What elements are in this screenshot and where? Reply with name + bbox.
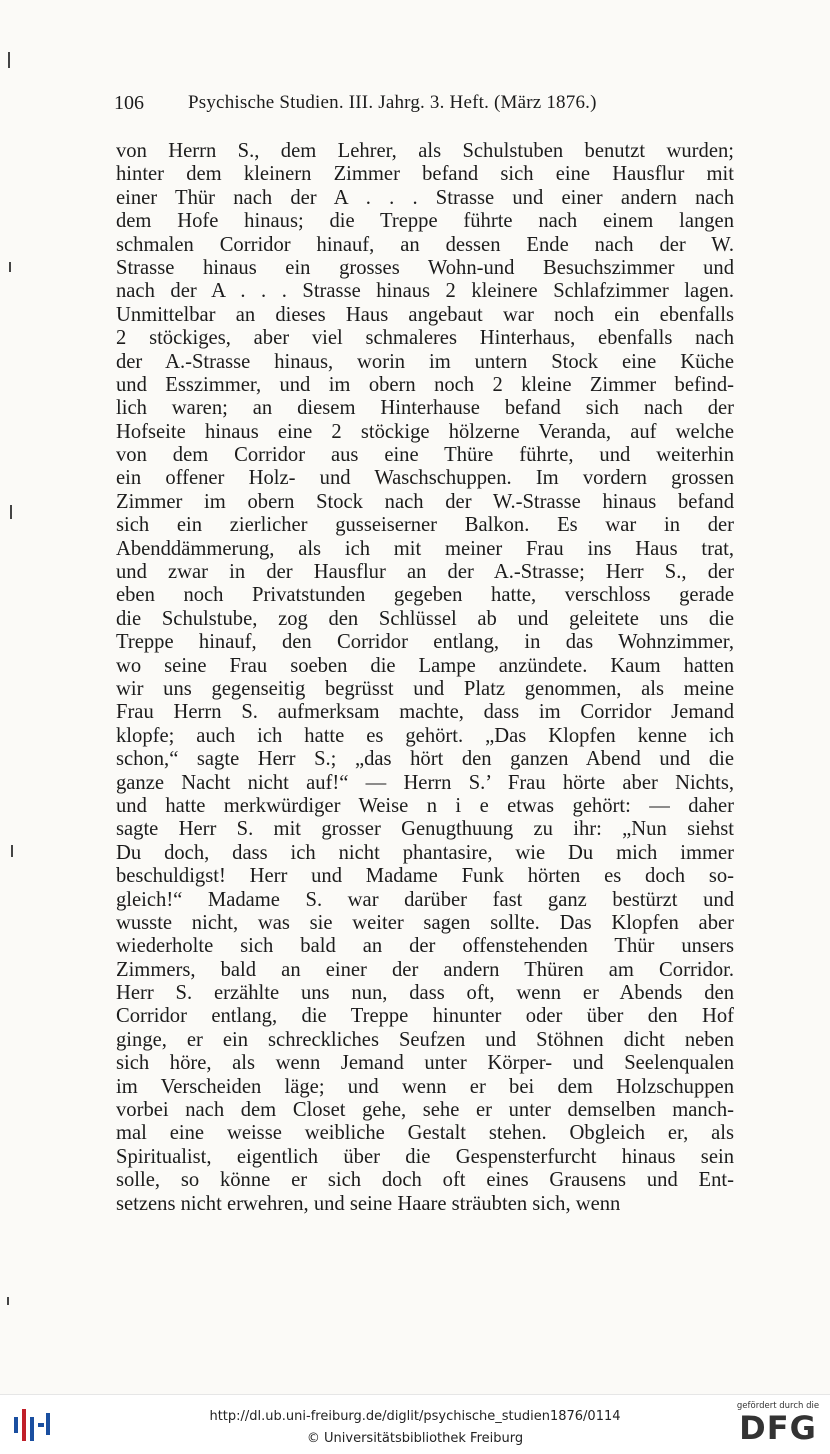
text-line: von Herrn S., dem Lehrer, als Schulstuben benutzt wurden; [116,140,734,162]
text-line: ein offener Holz- und Waschschuppen. Im vordern grossen [116,467,734,490]
scan-speck [8,52,10,68]
text-line: Unmittelbar an dieses Haus angebaut war noch ein ebenfalls [116,303,734,326]
page-number: 106 [114,92,144,114]
body-text [116,140,734,1216]
text-line: beschuldigst! Herr und Madame Funk hörten es doch so- [116,865,734,888]
text-line: klopfe; auch ich hatte es gehört. „Das Klopfen kenne ich [116,724,734,747]
source-url[interactable]: http://dl.ub.uni-freiburg.de/diglit/psychische_studien1876/0114 [209,1409,621,1424]
text-line: wo seine Frau soeben die Lampe anzündete. Kaum hatten [116,654,734,677]
text-line: mal eine weisse weibliche Gestalt stehen. Obgleich er, als [116,1122,734,1145]
text-line: Du doch, dass ich nicht phantasire, wie Du mich immer [116,841,734,864]
text-line: Zimmers, bald an einer der andern Thüren am Corridor. [116,958,734,981]
text-line: schon,“ sagte Herr S.; „das hört den ganzen Abend und die [116,748,734,771]
text-line: 2 stöckiges, aber viel schmaleres Hinterhaus, ebenfalls nach [116,327,734,350]
scan-speck [9,262,11,272]
running-header [114,92,734,118]
text-line: sagte Herr S. mit grosser Genugthuung zu ihr: „Nun siehst [116,818,734,841]
text-line: lich waren; an diesem Hinterhause befand sich nach der [116,397,734,420]
text-line: Corridor entlang, die Treppe hinunter oder über den Hof [116,1005,734,1028]
text-line: von dem Corridor aus eine Thüre führte, und weiterhin [116,444,734,467]
text-line: schmalen Corridor hinauf, an dessen Ende nach der W. [116,233,734,256]
text-line: und zwar in der Hausflur an der A.-Strasse; Herr S., der [116,561,734,584]
text-line: sich ein zierlicher gusseiserner Balkon. Es war in der [116,514,734,537]
scan-speck [10,505,12,519]
text-line: Frau Herrn S. aufmerksam machte, dass im Corridor Jemand [116,701,734,724]
text-line: die Schulstube, zog den Schlüssel ab und geleitete uns die [116,607,734,630]
text-line: Zimmer im obern Stock nach der W.-Strasse hinaus befand [116,490,734,513]
text-line: Abenddämmerung, als ich mit meiner Frau ins Haus trat, [116,537,734,560]
text-line: ganze Nacht nicht auf!“ — Herrn S.’ Frau hörte aber Nichts, [116,771,734,794]
text-line: dem Hofe hinaus; die Treppe führte nach einem langen [116,210,734,233]
text-line: vorbei nach dem Closet gehe, sehe er unter demselben manch- [116,1099,734,1122]
text-line: hinter dem kleinern Zimmer befand sich eine Hausflur mit [116,163,734,186]
text-line: der A.-Strasse hinaus, worin im untern Stock eine Küche [116,350,734,373]
text-line: Strasse hinaus ein grosses Wohn-und Besuchszimmer und [116,256,734,279]
dfg-logo-text: DFG [739,1409,817,1447]
text-line: und Esszimmer, und im obern noch 2 kleine Zimmer befind- [116,373,734,396]
text-line: gleich!“ Madame S. war darüber fast ganz bestürzt und [116,888,734,911]
text-line: und hatte merkwürdiger Weise n i e etwas gehört: — daher [116,794,734,817]
footer-bar [0,1394,830,1454]
scan-speck [11,845,13,857]
text-line: sich höre, als wenn Jemand unter Körper- und Seelenqualen [116,1052,734,1075]
text-line: Treppe hinauf, den Corridor entlang, in das Wohnzimmer, [116,631,734,654]
text-line: setzens nicht erwehren, und seine Haare sträubten sich, wenn [116,1192,621,1215]
copyright-notice: © Universitätsbibliothek Freiburg [306,1431,524,1446]
running-title: Psychische Studien. III. Jahrg. 3. Heft. (März 1876.) [188,92,597,113]
text-line: ginge, er ein schreckliches Seufzen und Stöhnen dicht neben [116,1028,734,1051]
text-line: eben noch Privatstunden gegeben hatte, verschloss gerade [116,584,734,607]
text-line: solle, so könne er sich doch oft eines Grausens und Ent- [116,1169,734,1192]
text-line: nach der A . . . Strasse hinaus 2 kleinere Schlafzimmer lagen. [116,280,734,303]
sponsor-note: gefördert durch die [736,1401,820,1411]
text-line: Hofseite hinaus eine 2 stöckige hölzerne Veranda, auf welche [116,420,734,443]
text-line: Spiritualist, eigentlich über die Gespensterfurcht hinaus sein [116,1145,734,1168]
text-line: wiederholte sich bald an der offenstehenden Thür unsers [116,935,734,958]
text-line: wusste nicht, was sie weiter sagen sollte. Das Klopfen aber [116,911,734,934]
text-line: wir uns gegenseitig begrüsst und Platz genommen, als meine [116,677,734,700]
text-line: Herr S. erzählte uns nun, dass oft, wenn er Abends den [116,982,734,1005]
text-line: im Verscheiden läge; und wenn er bei dem Holzschuppen [116,1075,734,1098]
scan-speck [7,1297,9,1305]
dfg-logo [730,1401,826,1449]
text-line: einer Thür nach der A . . . Strasse und einer andern nach [116,186,734,209]
